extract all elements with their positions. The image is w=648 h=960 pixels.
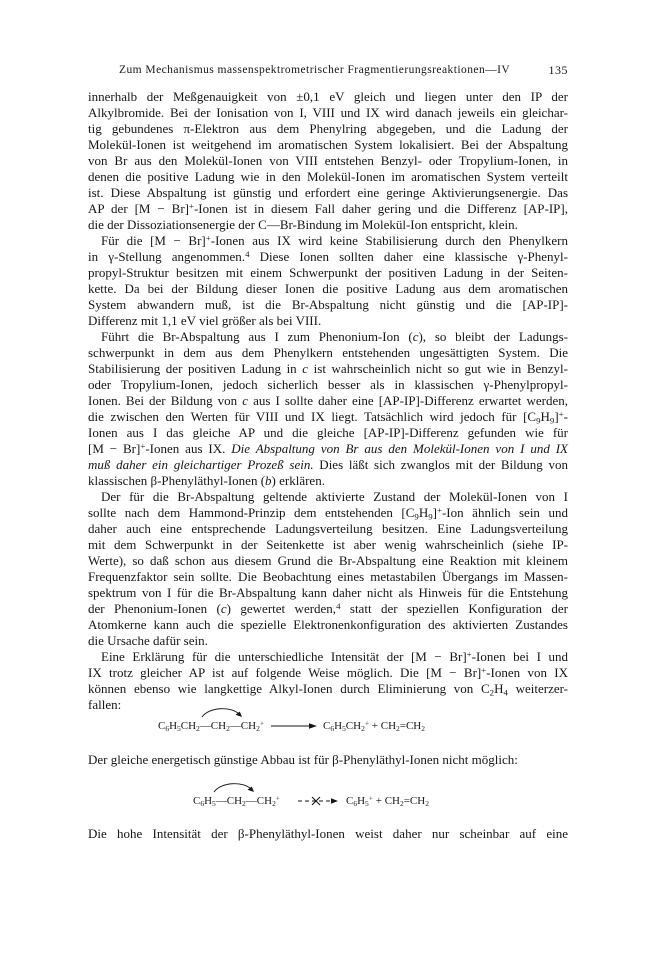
formula-group: [158, 716, 200, 736]
italic-run: c: [302, 361, 309, 376]
text-run: Die hohe Intensität der β-Phenyläthyl-Ionen weist daher nur scheinbar auf eine: [88, 826, 568, 841]
text-run: daher auch eine entsprechende Ladungsverteilung besitzen. Eine Ladungsverteilung: [88, 521, 568, 536]
text-run: mit dem Schwerpunkt in der Seitenkette ist aber wenig wahrscheinlich (siehe IP-: [88, 537, 568, 552]
text-run: C: [323, 720, 331, 732]
text-line: [88, 345, 568, 361]
text-line: [88, 553, 568, 569]
paragraph: [88, 233, 568, 329]
text-line: [88, 409, 568, 425]
text-line: [88, 521, 568, 537]
text-run: Führt die Br-Abspaltung aus I zum Phenonium-Ion (: [101, 329, 413, 344]
subscript: 5: [365, 799, 369, 809]
text-run: Differenz mit 1,1 eV viel größer als bei VIII.: [88, 313, 322, 328]
formula-group: [200, 716, 230, 736]
formula-group: [216, 791, 246, 811]
text-run: Molekül-Ionen ist weitgehend im aromatischen System lokalisiert. Bei der Abspaltung: [88, 137, 568, 152]
text-line: [88, 361, 568, 377]
subscript: 6: [165, 724, 170, 734]
text-line: [88, 297, 568, 313]
formula-group: [230, 716, 264, 736]
text-line: [88, 265, 568, 281]
text-run: H: [357, 795, 366, 807]
superscript: +: [275, 793, 281, 803]
text-line: [88, 377, 568, 393]
text-line: [88, 697, 568, 713]
superscript: 4: [336, 601, 341, 612]
text-run: denen die positive Ladung wie in den Molekül-Ionen im aromatischen System verteilt: [88, 169, 568, 184]
text-run: -Ionen von IX: [486, 665, 568, 680]
text-run: -Ionen aus IX wird keine Stabilisierung durch den Phenylkern: [210, 233, 568, 248]
text-run: H: [418, 505, 429, 520]
paragraph: [88, 649, 568, 713]
superscript: +: [466, 649, 472, 660]
text-line: [88, 585, 568, 601]
text-run: —CH: [199, 720, 227, 732]
text-run: schwerpunkt in dem aus dem Phenylkern entstehenden ungesättigten System. Die: [88, 345, 568, 360]
text-run: H: [494, 681, 504, 696]
superscript: +: [259, 718, 265, 728]
text-line: [88, 233, 568, 249]
text-run: Frequenzfaktor sein sollte. Die Beobachtung eines metastabilen Übergangs im Massen-: [88, 569, 568, 584]
text-run: Stabilisierung der positiven Ladung in: [88, 361, 303, 376]
text-run: ist wahrscheinlich nicht so gut wie in Benzyl-: [308, 361, 568, 376]
text-line: [88, 665, 568, 681]
product-formulas: [346, 791, 429, 811]
superscript: +: [205, 233, 211, 244]
text-run: CH: [345, 720, 362, 732]
text-run: —CH: [215, 795, 243, 807]
subscript: 5: [212, 799, 216, 809]
text-line: [88, 601, 568, 617]
text-run: Dies läßt sich zwanglos mit der Bildung von: [313, 457, 568, 472]
text-run: weiterzer-: [507, 681, 569, 696]
product-formulas: [323, 716, 425, 736]
italic-run: c: [242, 393, 248, 408]
italic-run: c: [412, 329, 419, 344]
text-line: [88, 201, 568, 217]
text-run: Atomkerne kann auch die spezielle Elektronenkonfiguration des aktivierten Zustandes: [88, 617, 568, 632]
subscript: 2: [489, 687, 495, 698]
text-run: =CH: [399, 720, 422, 732]
formula-group: [246, 791, 280, 811]
text-run: H: [334, 720, 343, 732]
text-line: [88, 752, 568, 768]
text-run: C: [158, 720, 166, 732]
text-run: IX trotz gleicher AP ist auf folgende Weise möglich. Die [M − Br]: [88, 665, 482, 680]
text-run: [M − Br]: [88, 441, 141, 456]
text-line: [88, 441, 568, 457]
reaction-equation-2: [193, 791, 429, 811]
text-run: ]: [432, 505, 437, 520]
text-line: [88, 393, 568, 409]
text-run: -Ion ähnlich sein und: [441, 505, 568, 520]
text-run: H: [169, 720, 178, 732]
text-run: —CH: [245, 795, 273, 807]
reactant-formula: [158, 716, 264, 736]
text-line: [88, 489, 568, 505]
text-line: [88, 826, 568, 842]
page-number: 135: [548, 63, 568, 77]
text-line: [88, 537, 568, 553]
text-line: [88, 505, 568, 521]
subscript: 4: [503, 687, 508, 698]
subscript: 2: [396, 724, 400, 734]
text-line: [88, 105, 568, 121]
reactant-formula: [193, 791, 280, 811]
superscript: +: [140, 441, 146, 452]
text-run: statt der speziellen Konfiguration der: [340, 601, 568, 616]
running-head: [88, 63, 568, 77]
text-run: ), so bleibt der Ladungs-: [418, 329, 568, 344]
text-run: ) gewertet werden,: [226, 601, 337, 616]
text-run: Der gleiche energetisch günstige Abbau ist für β-Phenyläthyl-Ionen nicht möglich:: [88, 752, 518, 767]
subscript: 5: [342, 724, 346, 734]
subscript: 2: [399, 799, 404, 809]
text-line: [88, 569, 568, 585]
subscript: 2: [256, 724, 260, 734]
subscript: 6: [353, 799, 358, 809]
paragraph: [88, 489, 568, 649]
text-run: H: [204, 795, 213, 807]
formula-group: [193, 791, 216, 811]
text-run: propyl-Struktur besitzen mit einem Schwerpunkt der positiven Ladung in der Seiten-: [88, 265, 568, 280]
text-line: [88, 121, 568, 137]
text-run: H: [540, 409, 550, 424]
body-text: [88, 89, 568, 713]
text-run: die Ursache dafür sein.: [88, 633, 208, 648]
italic-run: muß daher ein gleichartiger Prozeß sein.: [88, 457, 314, 472]
text-run: -Ionen bei I und: [471, 649, 568, 664]
subscript: 2: [226, 724, 230, 734]
text-run: Der für die Br-Abspaltung geltende aktivierte Zustand der Molekül-Ionen von I: [101, 489, 568, 504]
text-line: [88, 153, 568, 169]
superscript: +: [368, 793, 373, 803]
text-run: C: [193, 795, 201, 807]
subscript: 6: [200, 799, 205, 809]
text-run: System abwandern muß, ist die Br-Abspaltung nicht günstig und die [AP-IP]-: [88, 297, 568, 312]
text-run: die der Dissoziationsenergie der C—Br-Bindung im Molekül-Ion entspricht, klein.: [88, 217, 518, 232]
italic-run: c: [220, 601, 227, 616]
subscript: 2: [272, 799, 276, 809]
subscript: 6: [330, 724, 335, 734]
subscript: 2: [242, 799, 246, 809]
text-run: aus I sollte daher eine [AP-IP]-Differenz erwartet werden,: [248, 393, 568, 408]
subscript: 9: [549, 415, 555, 426]
text-line: [88, 425, 568, 441]
text-run: oder Tropylium-Ionen, jedoch sicherlich besser als in klassischen γ-Phenylpropyl-: [88, 377, 568, 392]
text-line: [88, 313, 568, 329]
subscript: 5: [177, 724, 181, 734]
text-run: Alkylbromide. Bei der Ionisation von I, VIII und IX wird danach jeweils ein gleichar-: [88, 105, 568, 120]
subscript: 9: [414, 511, 419, 522]
subscript: 2: [421, 724, 425, 734]
text-run: der Phenonium-Ionen (: [88, 601, 221, 616]
text-line: [88, 281, 568, 297]
text-line: [88, 89, 568, 105]
text-run: -: [563, 409, 568, 424]
subscript: 2: [196, 724, 200, 734]
text-run: AP der [M − Br]: [88, 201, 189, 216]
reaction-arrow-icon: [271, 722, 317, 730]
text-run: klassischen β-Phenyläthyl-Ionen (: [88, 473, 266, 488]
text-line: [88, 649, 568, 665]
superscript: +: [436, 505, 442, 516]
text-run: spektrum von I für die Br-Abspaltung kann daher nicht als Hinweis für die Entstehung: [88, 585, 568, 600]
text-run: ist. Diese Abspaltung ist günstig und erfordert eine geringe Aktivierungsenergie. Das: [88, 185, 568, 200]
text-run: —CH: [229, 720, 257, 732]
reaction-equation-1: [158, 716, 425, 736]
superscript: +: [188, 201, 194, 212]
text-line: [88, 617, 568, 633]
subscript: 9: [536, 415, 541, 426]
text-line: [88, 473, 568, 489]
text-run: fallen:: [88, 697, 122, 712]
italic-run: Die Abspaltung von Br aus den Molekül-Ionen von I und IX: [231, 441, 568, 456]
blocked-reaction-arrow-icon: [298, 796, 338, 806]
subscript: 2: [425, 799, 429, 809]
text-line: [88, 249, 568, 265]
superscript: 4: [245, 249, 250, 260]
text-line: [88, 457, 568, 473]
text-run: Ionen aus I das gleiche AP und die gleiche [AP-IP]-Differenz gefunden wie für: [88, 425, 568, 440]
text-run: CH: [180, 720, 197, 732]
text-run: + CH: [373, 795, 400, 807]
text-run: -Ionen ist in diesem Fall daher gering und die Differenz [AP-IP],: [193, 201, 568, 216]
paragraph: [88, 329, 568, 489]
text-line: [88, 137, 568, 153]
text-run: in γ-Stellung angenommen.: [88, 249, 246, 264]
text-run: die zwischen den Werten für VIII und IX liegt. Tatsächlich wird jedoch für [C: [88, 409, 537, 424]
italic-run: b: [265, 473, 272, 488]
text-run: innerhalb der Meßgenauigkeit von ±0,1 eV gleich und liegen unter den IP der: [88, 89, 568, 104]
text-run: kette. Da bei der Bildung dieser Ionen die positive Ladung aus dem aromatischen: [88, 281, 568, 296]
text-run: ]: [554, 409, 559, 424]
text-run: Ionen. Bei der Bildung von: [88, 393, 243, 408]
text-line: [88, 185, 568, 201]
text-line: [88, 169, 568, 185]
subscript: 9: [428, 511, 433, 522]
superscript: +: [364, 718, 370, 728]
text-run: Diese Ionen sollten daher eine klassische γ-Phenyl-: [249, 249, 568, 264]
text-run: Eine Erklärung für die unterschiedliche Intensität der [M − Br]: [101, 649, 467, 664]
text-run: + CH: [369, 720, 397, 732]
text-run: von Br aus den Molekül-Ionen von VIII entstehen Benzyl- oder Tropylium-Ionen, in: [88, 153, 568, 168]
text-run: tig gebundenes π-Elektron aus dem Phenylring abgegeben, und die Ladung der: [88, 121, 568, 136]
text-run: =CH: [403, 795, 426, 807]
paragraph: [88, 89, 568, 233]
subscript: 2: [361, 724, 365, 734]
text-line: [88, 681, 568, 697]
text-run: sollte nach dem Hammond-Prinzip dem entstehenden [C: [88, 505, 415, 520]
running-title: Zum Mechanismus massenspektrometrischer Fragmentierungsreaktionen—IV: [119, 64, 511, 76]
text-run: -Ionen aus IX.: [145, 441, 232, 456]
superscript: +: [558, 409, 564, 420]
text-run: Für die [M − Br]: [101, 233, 206, 248]
text-run: können ebenso wie langkettige Alkyl-Ionen durch Eliminierung von C: [88, 681, 490, 696]
text-run: Werte), so daß schon aus diesem Grund die Br-Abspaltung eine Reaktion mit kleinem: [88, 553, 568, 568]
text-run: ) erklären.: [271, 473, 325, 488]
text-run: C: [346, 795, 354, 807]
text-line: [88, 633, 568, 649]
text-line: [88, 329, 568, 345]
superscript: +: [481, 665, 487, 676]
text-line: [88, 217, 568, 233]
